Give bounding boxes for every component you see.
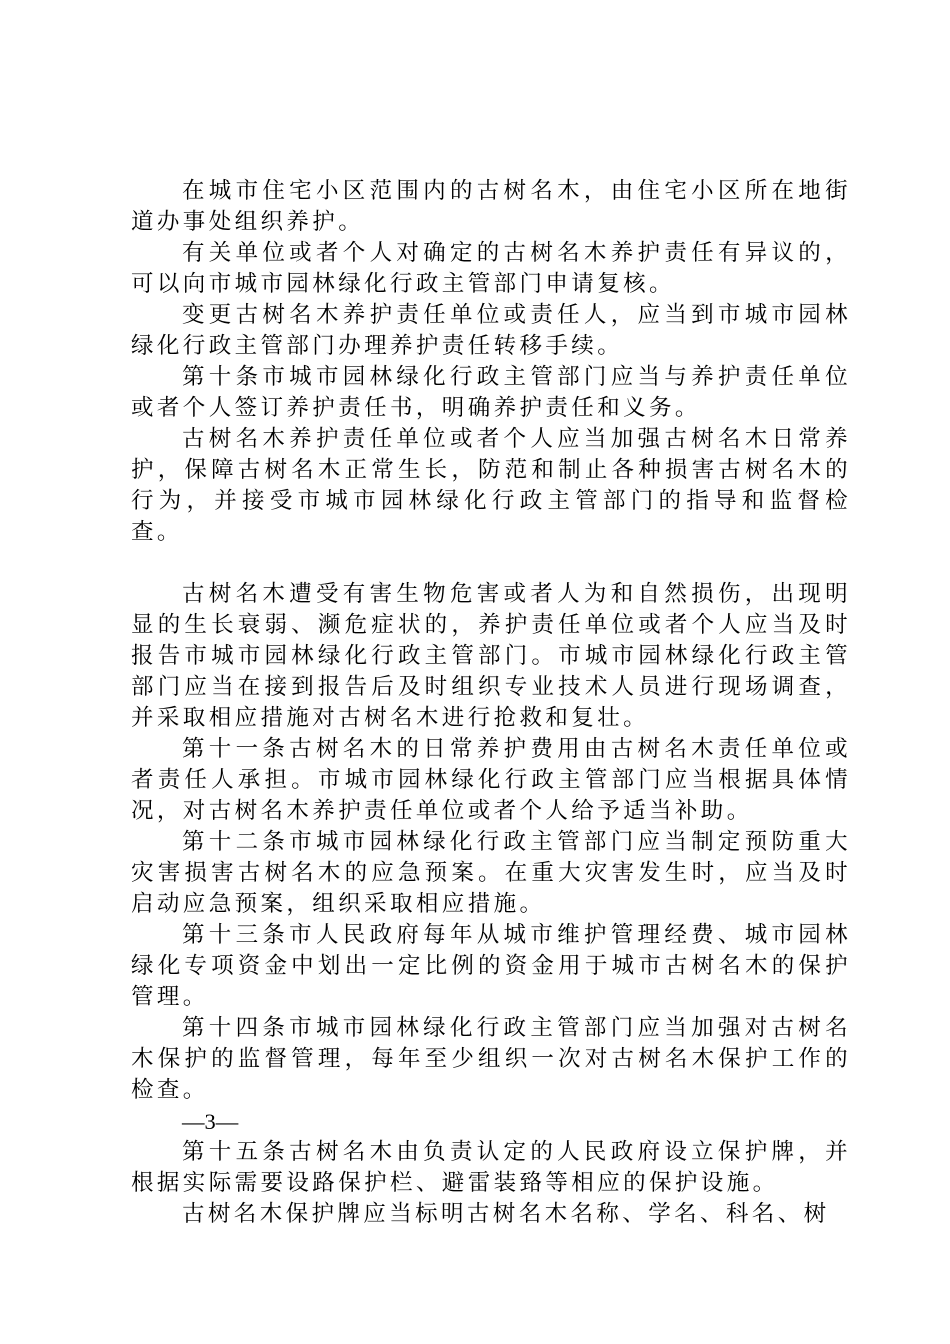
paragraph: 第十二条市城市园林绿化行政主管部门应当制定预防重大灾害损害古树名木的应急预案。在重大灾害发生时，应当及时启动应急预案，组织采取相应措施。 — [131, 829, 851, 917]
paragraph: 古树名木养护责任单位或者个人应当加强古树名木日常养护，保障古树名木正常生长，防范和制止各种损害古树名木的行为，并接受市城市园林绿化行政主管部门的指导和监督检查。 — [131, 426, 851, 545]
document-body — [131, 176, 851, 1230]
paragraph: 在城市住宅小区范围内的古树名木，由住宅小区所在地街道办事处组织养护。 — [131, 178, 851, 235]
paragraph: 第十四条市城市园林绿化行政主管部门应当加强对古树名木保护的监督管理，每年至少组织一次对古树名木保护工作的检查。 — [131, 1015, 851, 1103]
paragraph: 第十条市城市园林绿化行政主管部门应当与养护责任单位或者个人签订养护责任书，明确养护责任和义务。 — [131, 364, 851, 421]
paragraph: 古树名木遭受有害生物危害或者人为和自然损伤，出现明显的生长衰弱、濒危症状的，养护责任单位或者个人应当及时报告市城市园林绿化行政主管部门。市城市园林绿化行政主管部门应当在接到报告后及时组织专业技术人员进行现场调查，并采取相应措施对古树名木进行抢救和复壮。 — [131, 581, 851, 731]
paragraph: 第十五条古树名木由负责认定的人民政府设立保护牌，并根据实际需要设路保护栏、避雷装臵等相应的保护设施。 — [131, 1139, 851, 1196]
paragraph: 变更古树名木养护责任单位或责任人，应当到市城市园林绿化行政主管部门办理养护责任转移手续。 — [131, 302, 851, 359]
paragraph: 第十三条市人民政府每年从城市维护管理经费、城市园林绿化专项资金中划出一定比例的资金用于城市古树名木的保护管理。 — [131, 922, 851, 1010]
page-number: —3— — [182, 1109, 239, 1134]
paragraph: 第十一条古树名木的日常养护费用由古树名木责任单位或者责任人承担。市城市园林绿化行政主管部门应当根据具体情况，对古树名木养护责任单位或者个人给予适当补助。 — [131, 736, 851, 824]
paragraph: 古树名木保护牌应当标明古树名木名称、学名、科名、树 — [182, 1201, 830, 1227]
paragraph: 有关单位或者个人对确定的古树名木养护责任有异议的，可以向市城市园林绿化行政主管部门申请复核。 — [131, 240, 851, 297]
